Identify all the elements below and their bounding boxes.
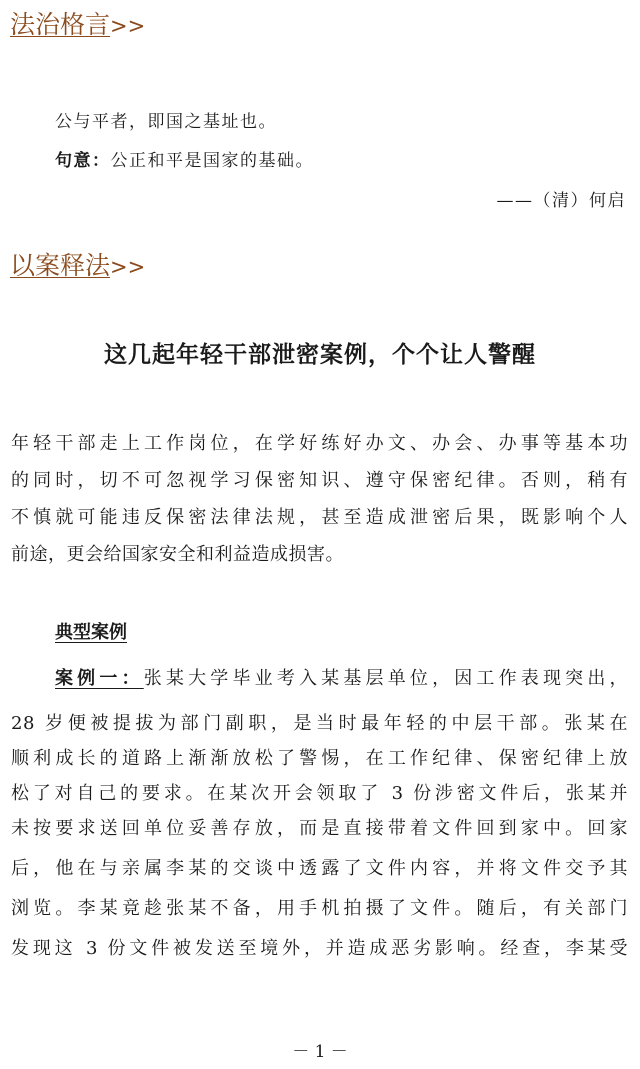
section-arrows: >>: [110, 14, 146, 38]
case-one-line: 28 岁便被提拔为部门副职，是当时最年轻的中层干部。张某在: [11, 713, 628, 734]
typical-cases-heading: 典型案例: [55, 622, 127, 643]
case-one-text: 张某大学毕业考入某基层单位，因工作表现突出，: [143, 668, 628, 689]
section-heading-legal-maxim: [10, 8, 145, 43]
case-one-line: 未按要求送回单位妥善存放，而是直接带着文件回到家中。回家: [11, 818, 628, 839]
maxim-meaning: [55, 149, 314, 173]
section-title: 以案释法: [10, 251, 111, 280]
meaning-label: 句意：: [55, 151, 111, 171]
case-one-line: 顺利成长的道路上渐渐放松了警惕，在工作纪律、保密纪律上放: [11, 748, 628, 769]
case-one-line: 后，他在与亲属李某的交谈中透露了文件内容，并将文件交予其: [11, 858, 628, 879]
case-one-line: 浏览。李某竟趁张某不备，用手机拍摄了文件。随后，有关部门: [11, 898, 628, 919]
case-one-first-line: [55, 660, 628, 697]
meaning-text: 公正和平是国家的基础。: [110, 151, 314, 171]
intro-paragraph-line: 的同时，切不可忽视学习保密知识、遵守保密纪律。否则，稍有: [11, 470, 628, 491]
intro-paragraph-line: 前途，更会给国家安全和利益造成损害。: [11, 544, 344, 565]
section-title: 法治格言: [10, 10, 111, 39]
intro-paragraph-line: 年轻干部走上工作岗位，在学好练好办文、办会、办事等基本功: [11, 433, 628, 454]
case-one-label: 案例一：: [55, 668, 144, 689]
article-title: 这几起年轻干部泄密案例，个个让人警醒: [104, 341, 536, 368]
section-heading-case-law: [10, 249, 145, 284]
intro-paragraph-line: 不慎就可能违反保密法律法规，甚至造成泄密后果，既影响个人: [11, 507, 628, 528]
case-one-line: 发现这 3 份文件被发送至境外，并造成恶劣影响。经查，李某受: [11, 938, 628, 959]
maxim-quote: 公与平者，即国之基址也。: [55, 112, 277, 132]
maxim-source: ——（清）何启: [496, 191, 626, 211]
case-one-line: 松了对自己的要求。在某次开会领取了 3 份涉密文件后，张某并: [11, 783, 628, 804]
page-number: － 1 －: [292, 1042, 348, 1062]
section-arrows: >>: [110, 255, 146, 279]
